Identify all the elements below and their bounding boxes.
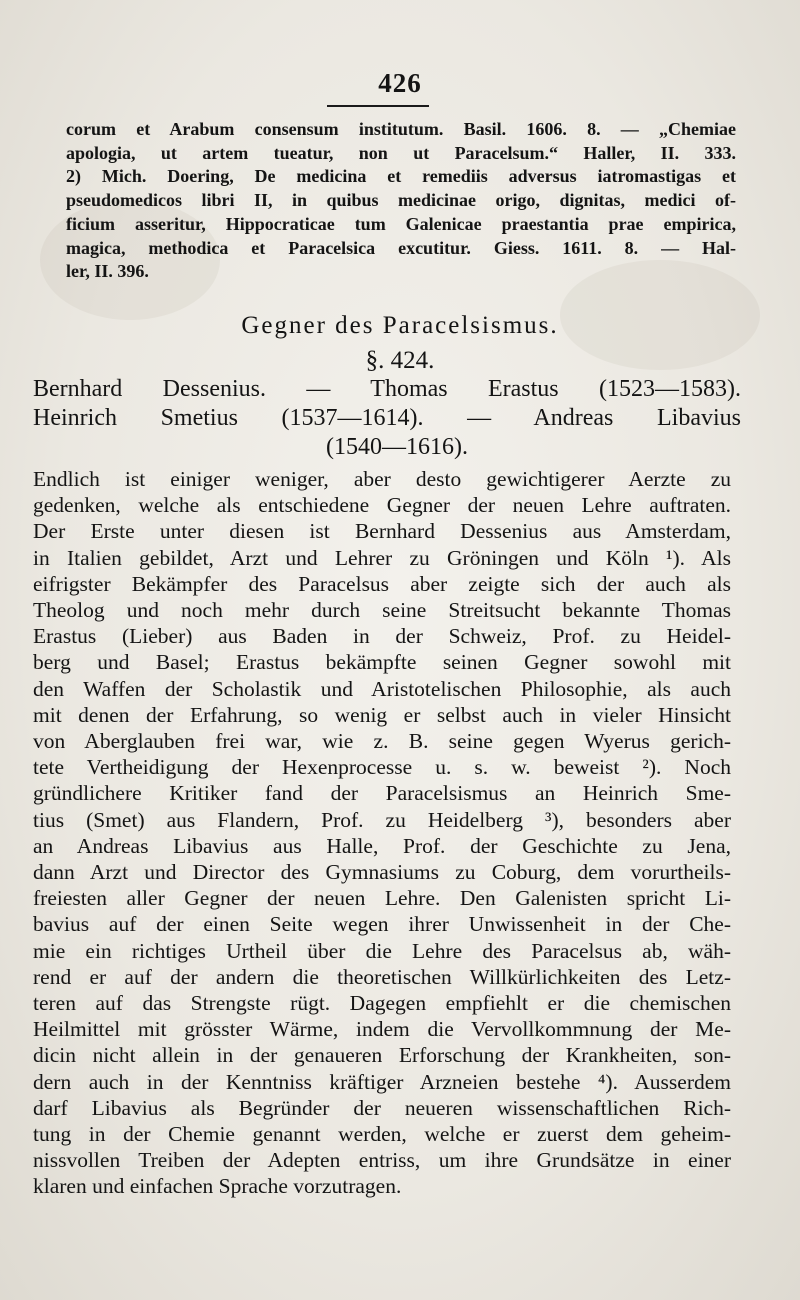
footnotes-block [66, 118, 736, 284]
body-line: gedenken, welche als entschiedene Gegner der neuen Lehre auftraten. [33, 493, 731, 518]
body-line: dicin nicht allein in der genaueren Erforschung der Krankheiten, son- [33, 1043, 731, 1068]
persons-list [33, 375, 741, 462]
footnote-line: magica, methodica et Paracelsica excutitur. Giess. 1611. 8. — Hal- [66, 237, 736, 258]
body-line: an Andreas Libavius aus Halle, Prof. der Geschichte zu Jena, [33, 833, 731, 858]
body-line: den Waffen der Scholastik und Aristotelischen Philosophie, als auch [33, 676, 731, 701]
body-line: berg und Basel; Erastus bekämpfte seinen Gegner sowohl mit [33, 650, 731, 675]
body-line: Erastus (Lieber) aus Baden in der Schweiz, Prof. zu Heidel- [33, 624, 731, 649]
section-number: §. 424. [365, 347, 435, 374]
header-rule [327, 105, 429, 107]
body-line: bavius auf der einen Seite wegen ihrer Unwissenheit in der Che- [33, 912, 731, 937]
persons-line: Bernhard Dessenius. — Thomas Erastus (1523—1583). [33, 376, 741, 402]
body-line: freiesten aller Gegner der neuen Lehre. Den Galenisten spricht Li- [33, 886, 731, 911]
body-line: dann Arzt und Director des Gymnasiums zu Coburg, dem vorurtheils- [33, 860, 731, 885]
footnote-line: pseudomedicos libri II, in quibus medicinae origo, dignitas, medici of- [66, 190, 736, 211]
body-line: Der Erste unter diesen ist Bernhard Dessenius aus Amsterdam, [33, 519, 731, 544]
body-line: klaren und einfachen Sprache vorzutragen. [33, 1174, 402, 1199]
body-line: Endlich ist einiger weniger, aber desto gewichtigerer Aerzte zu [33, 467, 731, 491]
body-line: Heilmittel mit grösster Wärme, indem die Vervollkommnung der Me- [33, 1017, 731, 1042]
body-line: tius (Smet) aus Flandern, Prof. zu Heidelberg ³), besonders aber [33, 807, 731, 832]
body-line: rend er auf der andern die theoretischen Willkürlichkeiten des Letz- [33, 964, 731, 989]
body-line: tete Vertheidigung der Hexenprocesse u. s. w. beweist ²). Noch [33, 755, 731, 780]
page-number: 426 [378, 68, 422, 98]
body-line: mie ein richtiges Urtheil über die Lehre des Paracelsus ab, wäh- [33, 938, 731, 963]
body-line: gründlichere Kritiker fand der Paracelsismus an Heinrich Sme- [33, 781, 731, 806]
footnote-line: 2) Mich. Doering, De medicina et remediis adversus iatromastigas et [66, 166, 736, 187]
section-heading: Gegner des Paracelsismus. [241, 312, 559, 339]
body-line: eifrigster Bekämpfer des Paracelsus aber zeigte sich der auch als [33, 571, 731, 596]
persons-line: (1540—1616). [326, 434, 468, 460]
body-line: darf Libavius als Begründer der neueren wissenschaftlichen Rich- [33, 1095, 731, 1120]
footnote-line: corum et Arabum consensum institutum. Basil. 1606. 8. — „Chemiae [66, 119, 736, 139]
persons-line: Heinrich Smetius (1537—1614). — Andreas Libavius [33, 405, 741, 431]
body-line: nissvollen Treiben der Adepten entriss, um ihre Grundsätze in einer [33, 1148, 731, 1173]
body-line: in Italien gebildet, Arzt und Lehrer zu Gröningen und Köln ¹). Als [33, 545, 731, 570]
body-line: Theolog und noch mehr durch seine Streitsucht bekannte Thomas [33, 598, 731, 623]
body-paragraph [33, 466, 731, 1200]
footnote-line: ficium asseritur, Hippocraticae tum Galenicae praestantia prae empirica, [66, 213, 736, 234]
footnote-line: apologia, ut artem tueatur, non ut Paracelsum.“ Haller, II. 333. [66, 142, 736, 163]
body-line: mit denen der Erfahrung, so wenig er selbst auch in vieler Hinsicht [33, 702, 731, 727]
body-line: dern auch in der Kenntniss kräftiger Arzneien bestehe ⁴). Ausserdem [33, 1069, 731, 1094]
body-line: tung in der Chemie genannt werden, welche er zuerst dem geheim- [33, 1122, 731, 1147]
footnote-line: ler, II. 396. [66, 261, 149, 282]
body-line: von Aberglauben frei war, wie z. B. seine gegen Wyerus gerich- [33, 729, 731, 754]
body-line: teren auf das Strengste rügt. Dagegen empfiehlt er die chemischen [33, 991, 731, 1016]
